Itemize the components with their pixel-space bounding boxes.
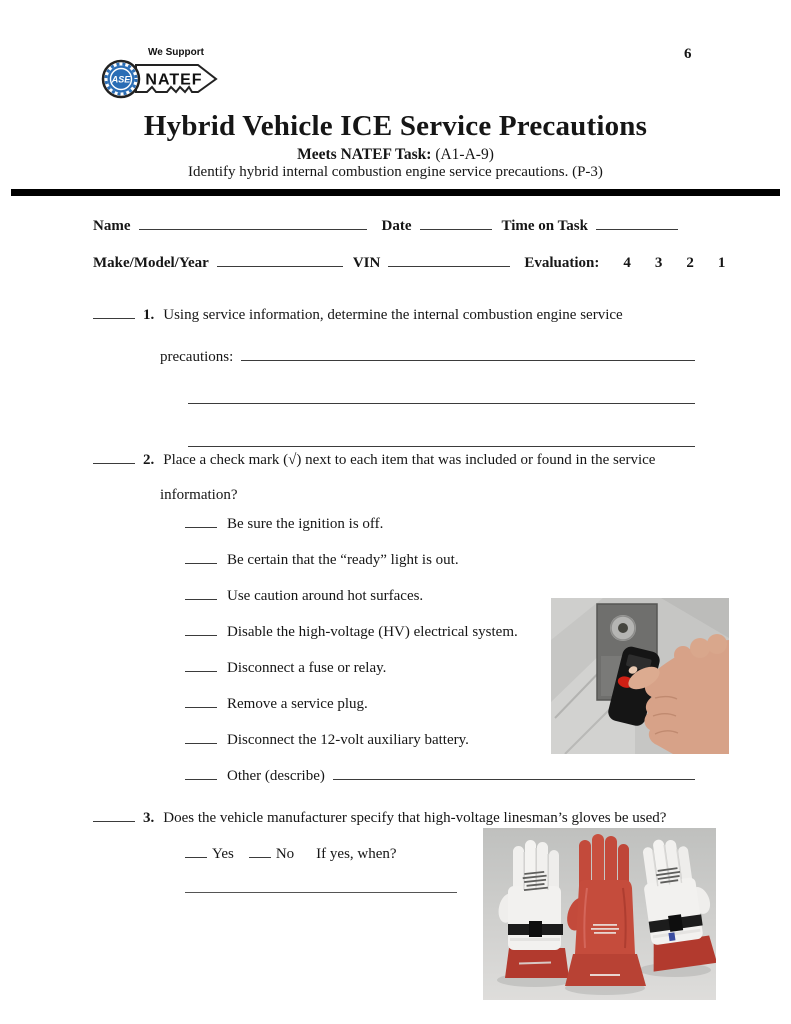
q1-number: 1. <box>143 307 155 323</box>
yes-blank[interactable] <box>185 843 207 858</box>
checklist-row <box>185 693 565 729</box>
checklist-item-label: Disconnect the 12-volt auxiliary battery. <box>227 732 469 748</box>
question-2 <box>93 449 733 469</box>
q2-checklist <box>185 513 565 765</box>
checklist-item-label: Disable the high-voltage (HV) electrical system. <box>227 624 518 640</box>
task-line <box>0 146 791 164</box>
q3-number: 3. <box>143 810 155 826</box>
checklist-other-row <box>185 765 695 801</box>
checklist-row <box>185 513 565 549</box>
time-on-task-label: Time on Task <box>501 218 588 234</box>
checklist-blank[interactable] <box>185 657 217 672</box>
make-model-year-label: Make/Model/Year <box>93 255 209 271</box>
q3-yes-no-row <box>185 843 515 863</box>
question-3 <box>93 807 753 827</box>
checklist-blank[interactable] <box>185 729 217 744</box>
no-blank[interactable] <box>249 843 271 858</box>
q1-answer-line-1[interactable] <box>188 389 695 404</box>
checklist-blank[interactable] <box>185 585 217 600</box>
checklist-blank[interactable] <box>185 513 217 528</box>
vin-label: VIN <box>352 255 381 271</box>
date-blank[interactable] <box>420 215 492 230</box>
date-label: Date <box>381 218 412 234</box>
task-description: Identify hybrid internal combustion engine service precautions. (P-3) <box>188 164 603 180</box>
question-1-continued <box>160 346 695 366</box>
fields-row-2 <box>93 252 733 272</box>
q2-grade-blank[interactable] <box>93 449 135 464</box>
vin-blank[interactable] <box>388 252 510 267</box>
task-label: Meets NATEF Task: <box>297 146 432 163</box>
fields-row-1 <box>93 215 733 235</box>
if-yes-label: If yes, when? <box>316 846 397 862</box>
q2-number: 2. <box>143 452 155 468</box>
checklist-blank[interactable] <box>185 549 217 564</box>
checklist-row <box>185 549 565 585</box>
ase-badge-label: ASE <box>111 74 131 85</box>
checklist-row <box>185 621 565 657</box>
q1-text: Using service information, determine the internal combustion engine service <box>163 307 623 323</box>
q1-grade-blank[interactable] <box>93 304 135 319</box>
name-blank[interactable] <box>139 215 367 230</box>
natef-logo <box>100 42 222 105</box>
evaluation-score-4: 4 <box>623 255 631 271</box>
checklist-blank[interactable] <box>185 693 217 708</box>
other-describe-blank[interactable] <box>333 765 695 780</box>
logo-org-text: NATEF <box>145 71 203 89</box>
no-label: No <box>275 846 295 862</box>
checklist-row <box>185 729 565 765</box>
checklist-row <box>185 657 565 693</box>
time-on-task-blank[interactable] <box>596 215 678 230</box>
q1-answer-line-2[interactable] <box>188 432 695 447</box>
evaluation-label: Evaluation: <box>524 255 600 271</box>
keyfob-photo <box>551 598 729 754</box>
checklist-item-label: Use caution around hot surfaces. <box>227 588 424 604</box>
q3-text: Does the vehicle manufacturer specify that high-voltage linesman’s gloves be used? <box>163 810 667 826</box>
other-label: Other (describe) <box>227 768 325 784</box>
doc-title: Hybrid Vehicle ICE Service Precautions <box>143 110 648 142</box>
q3-grade-blank[interactable] <box>93 807 135 822</box>
logo-support-text: We Support <box>148 47 204 58</box>
checklist-blank[interactable] <box>185 621 217 636</box>
question-2-continued: information? <box>160 487 238 503</box>
yes-label: Yes <box>212 846 234 862</box>
gloves-photo <box>483 828 716 1000</box>
other-check-blank[interactable] <box>185 765 217 780</box>
q3-answer-line[interactable] <box>185 879 457 893</box>
precautions-label: precautions: <box>160 349 234 365</box>
checklist-item-label: Be certain that the “ready” light is out. <box>227 552 459 568</box>
evaluation-score-2: 2 <box>686 255 694 271</box>
q2-text: Place a check mark (√) next to each item that was included or found in the service <box>163 452 656 468</box>
evaluation-score-3: 3 <box>654 255 663 271</box>
task-code: (A1-A-9) <box>435 146 494 163</box>
evaluation-score-1: 1 <box>717 255 726 271</box>
question-1 <box>93 304 713 324</box>
checklist-item-label: Be sure the ignition is off. <box>227 516 384 532</box>
checklist-item-label: Disconnect a fuse or relay. <box>227 660 387 676</box>
page-number: 6 <box>684 46 692 62</box>
name-label: Name <box>93 218 131 234</box>
precautions-blank[interactable] <box>241 346 695 361</box>
divider-rule <box>11 189 780 196</box>
checklist-row <box>185 585 565 621</box>
make-model-year-blank[interactable] <box>217 252 343 267</box>
checklist-item-label: Remove a service plug. <box>227 696 368 712</box>
